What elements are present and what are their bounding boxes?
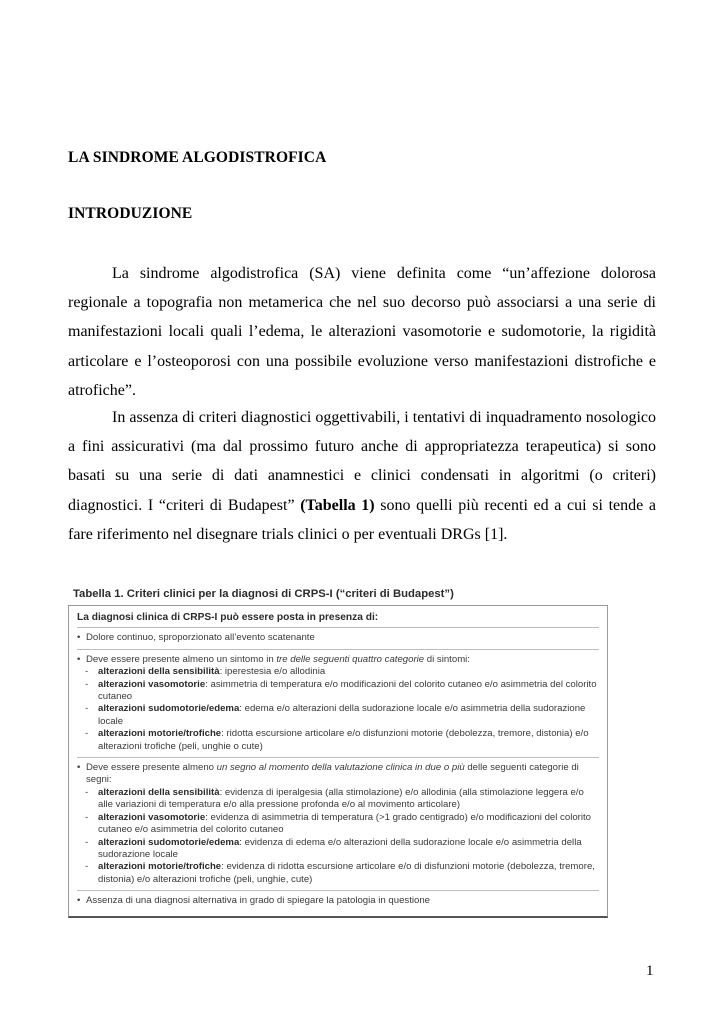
criterion-signs-intro: Deve essere presente almeno bbox=[86, 762, 217, 774]
criterion-signs bbox=[77, 757, 599, 787]
symptom-label: alterazioni sudomotorie/edema bbox=[98, 703, 240, 715]
symptom-label: alterazioni vasomotorie bbox=[98, 678, 206, 690]
criterion-exclusion: • Assenza di una diagnosi alternativa in grado di spiegare la patologia in questione bbox=[77, 890, 599, 907]
criterion-symptoms-emphasis: tre delle seguenti quattro categorie bbox=[276, 653, 425, 665]
symptom-text: : ridotta escursione articolare e/o disfunzioni motorie (debolezza, tremore, distonia) e/o alterazioni trofiche (peli, unghie o cute) bbox=[98, 728, 589, 752]
sign-text: : evidenza di asimmetria di temperatura (>1 grado centigrado) e/o modificazioni del colorito cutaneo e/o asimmetria del colorito cutaneo bbox=[98, 811, 591, 836]
table-reference: (Tabella 1) bbox=[300, 496, 375, 514]
sign-label: alterazioni vasomotorie bbox=[98, 811, 206, 823]
sign-label: alterazioni motorie/trofiche bbox=[98, 861, 222, 873]
section-title: INTRODUZIONE bbox=[68, 205, 193, 222]
symptom-text: : asimmetria di temperatura e/o modificazioni del colorito cutaneo e/o asimmetria del colorito cutaneo bbox=[98, 678, 597, 703]
criterion-signs-emphasis: un segno al momento della valutazione clinica in due o più bbox=[216, 762, 465, 774]
budapest-criteria-table bbox=[68, 588, 608, 918]
criterion-symptoms-intro: Deve essere presente almeno un sintomo in bbox=[86, 653, 277, 665]
symptom-vasomotor bbox=[77, 679, 599, 704]
criterion-symptoms-end: di sintomi: bbox=[424, 653, 470, 665]
paragraph-criteria bbox=[68, 403, 656, 549]
symptom-motor-trophic bbox=[77, 728, 599, 753]
symptom-label: alterazioni della sensibilità bbox=[98, 666, 220, 678]
criterion-pain: • Dolore continuo, sproporzionato all’evento scatenante bbox=[77, 632, 599, 644]
symptom-sudomotor bbox=[77, 703, 599, 728]
table-frame bbox=[68, 605, 608, 918]
sign-text: : evidenza di ridotta escursione articolare e/o di disfunzioni motorie (debolezza, tremore, distonia) e/o alterazioni trofiche (peli, unghie, cute) bbox=[98, 861, 595, 885]
table-header: La diagnosi clinica di CRPS-I può essere posta in presenza di: bbox=[77, 612, 599, 628]
sign-label: alterazioni della sensibilità bbox=[98, 786, 220, 798]
sign-vasomotor bbox=[77, 812, 599, 837]
sign-text: : evidenza di iperalgesia (alla stimolazione) e/o allodinia (alla stimolazione leggera e/o alle variazioni di temperatura e/o alla pressione profonda e/o al movimento articolare) bbox=[98, 786, 584, 811]
paragraph-criteria-text: In assenza di criteri diagnostici oggettivabili, i tentativi di inquadramento nosologico a fini assicurativi (ma dal prossimo futuro anche di appropriatezza terapeutica) si sono basati su una serie di dati anamnestici e clinici condensati in algoritmi (o criteri) diagnostici. I “criteri di Budapest” bbox=[68, 409, 656, 514]
sign-label: alterazioni sudomotorie/edema bbox=[98, 836, 240, 848]
document-title: LA SINDROME ALGODISTROFICA bbox=[68, 149, 327, 166]
symptom-sensibility bbox=[77, 666, 599, 678]
symptom-text: : edema e/o alterazioni della sudorazione locale e/o asimmetria della sudorazione locale bbox=[98, 703, 586, 727]
criterion-signs-end: delle seguenti categorie di segni: bbox=[86, 762, 579, 786]
symptom-label: alterazioni motorie/trofiche bbox=[98, 728, 222, 740]
page-number: 1 bbox=[646, 963, 654, 979]
table-caption: Tabella 1. Criteri clinici per la diagnosi di CRPS-I (“criteri di Budapest”) bbox=[73, 588, 454, 600]
paragraph-criteria-text-end: sono quelli più recenti ed a cui si tende a fare riferimento nel disegnare trials clinici o per eventuali DRGs [1]. bbox=[68, 496, 656, 543]
sign-text: : evidenza di edema e/o alterazioni della sudorazione locale e/o asimmetria della sudorazione locale bbox=[98, 836, 582, 860]
paragraph-definition: La sindrome algodistrofica (SA) viene definita come “un’affezione dolorosa regionale a topografia non metamerica che nel suo decorso può associarsi a una serie di manifestazioni locali quali l’edema, le alterazioni vasomotorie e sudomotorie, la rigidità articolare e l’osteoporosi con una possibile evoluzione verso manifestazioni distrofiche e atrofiche”. bbox=[68, 265, 656, 399]
criterion-symptoms bbox=[77, 649, 599, 666]
sign-motor-trophic bbox=[77, 861, 599, 886]
symptom-text: : iperestesia e/o allodinia bbox=[219, 666, 326, 678]
sign-sudomotor bbox=[77, 837, 599, 862]
sign-sensibility bbox=[77, 787, 599, 812]
